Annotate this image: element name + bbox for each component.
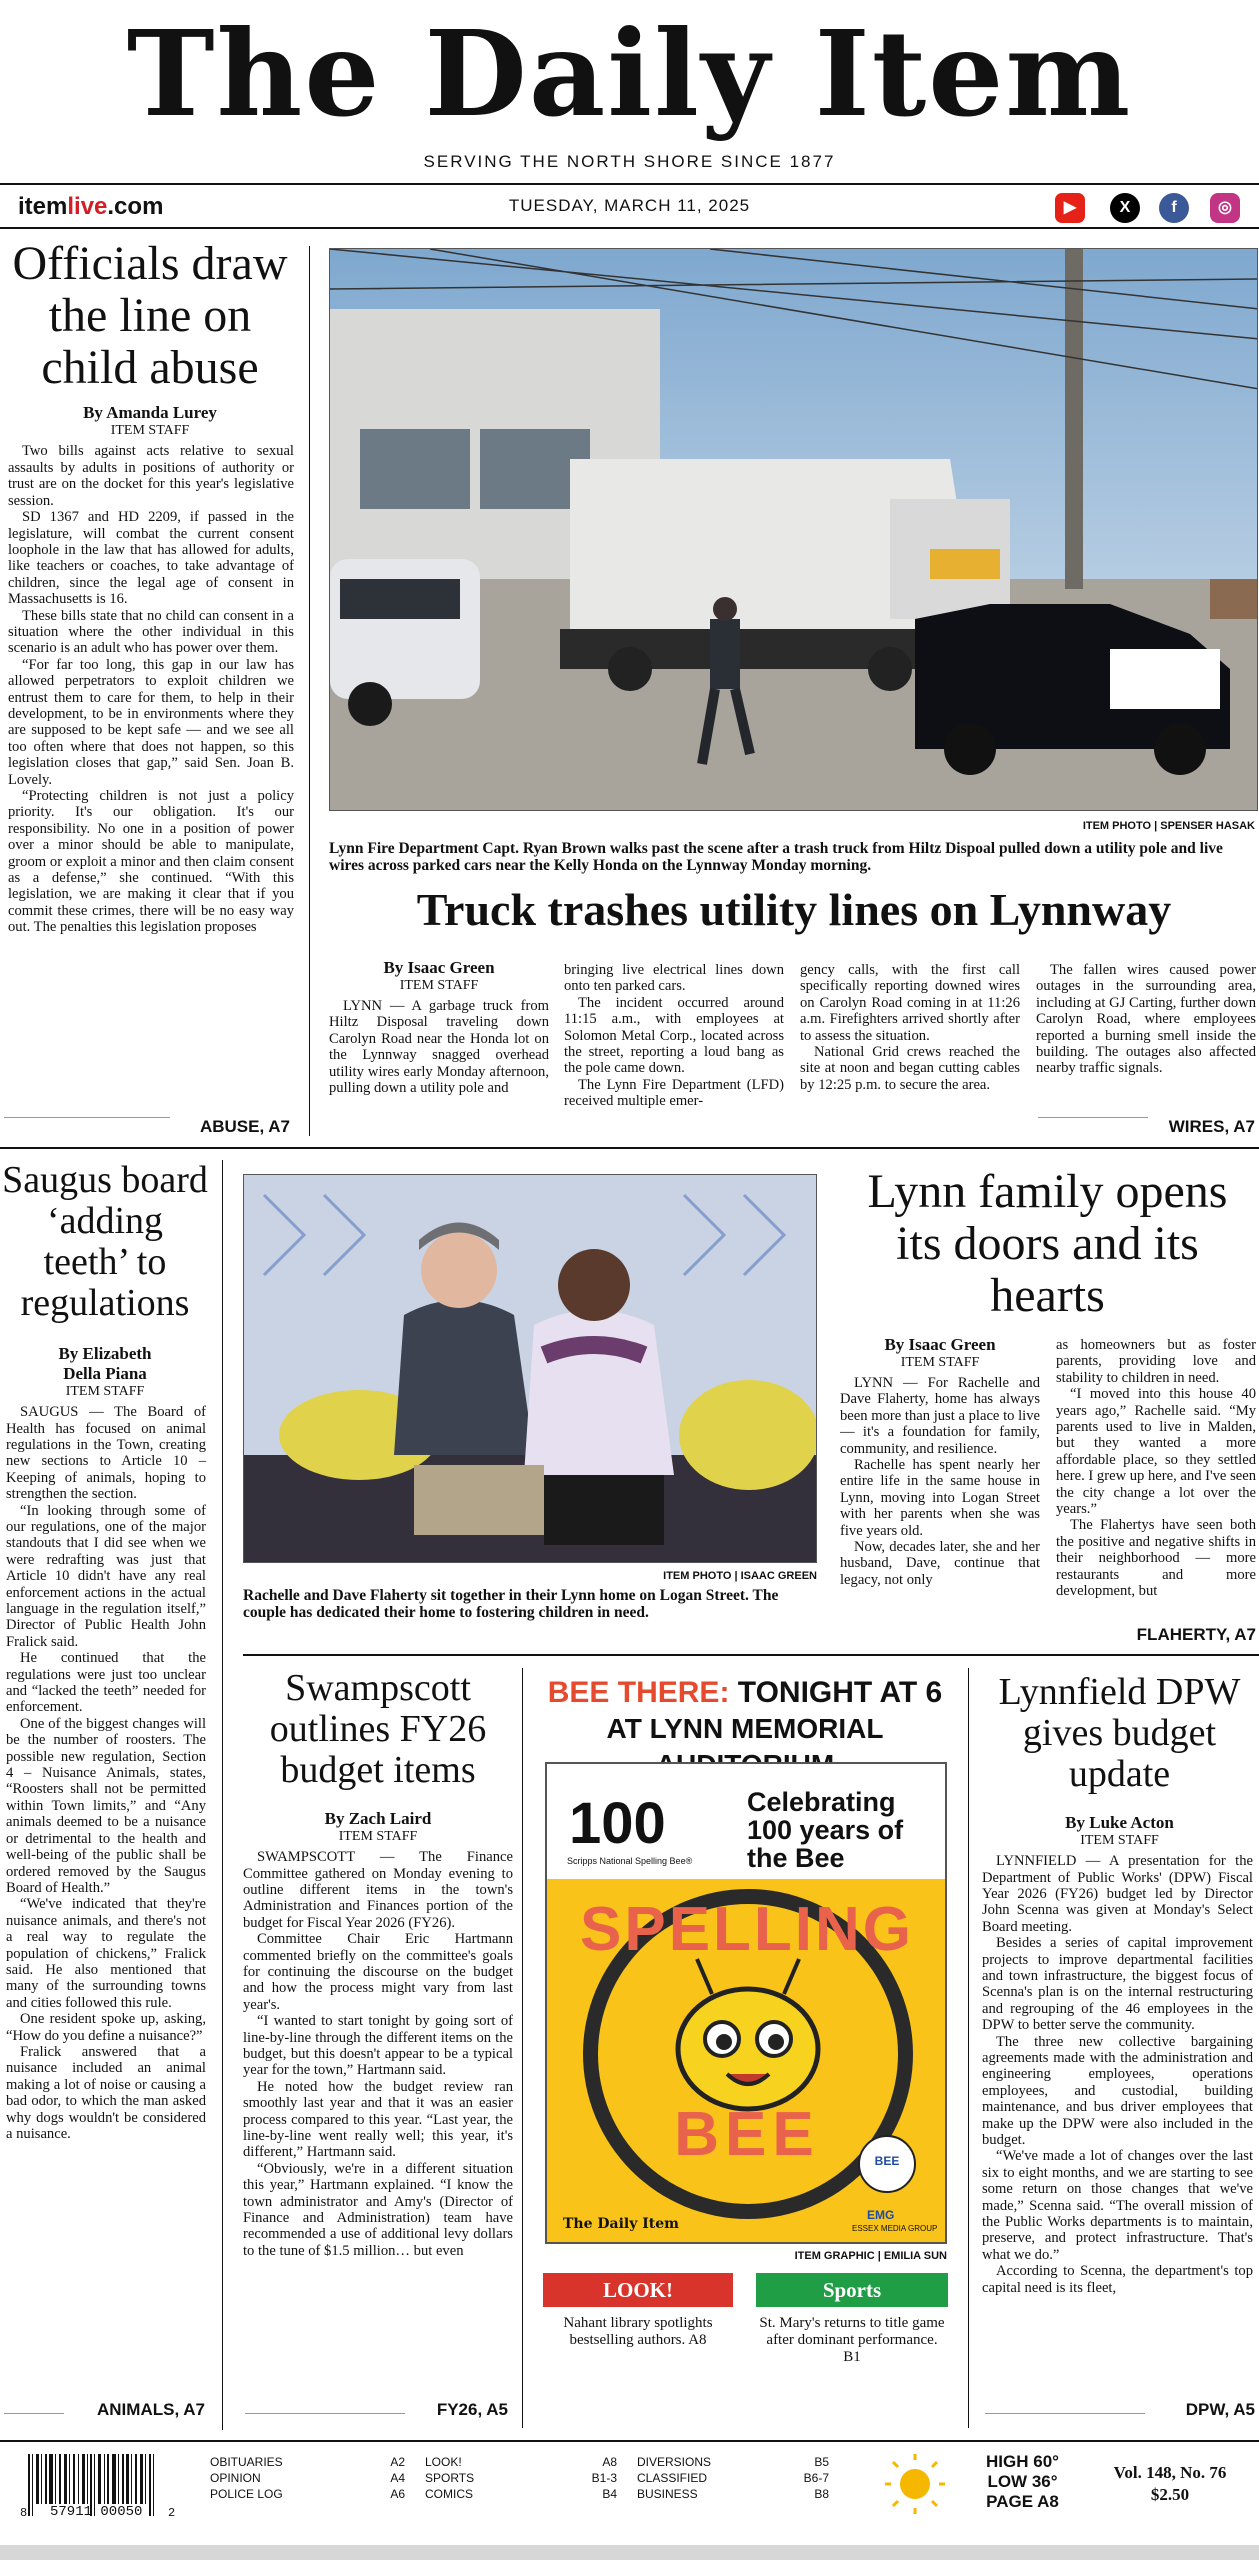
swampscott-staff: ITEM STAFF	[338, 1829, 418, 1845]
facebook-icon[interactable]: f	[1159, 193, 1189, 223]
section-rule-1	[0, 1147, 1259, 1149]
truck-body-1: LYNN — A garbage truck from Hiltz Disposal traveling down Carolyn Road near the Honda lot on the Lynnway snagged overhead utility wires early Monday afternoon, pulling down a utility pole and	[329, 998, 549, 1097]
abuse-staff: ITEM STAFF	[110, 423, 190, 439]
barcode-number: 57911 00050	[50, 2504, 143, 2520]
weather-box	[975, 2452, 1070, 2512]
truck-photo-credit: ITEM PHOTO | SPENSER HASAK	[1082, 820, 1255, 832]
family-body-1: LYNN — For Rachelle and Dave Flaherty, home has always been more than just a place to live — it's a foundation for family, community, and resilience. Rachelle has spent nearly her entire life in the same house in Lynn, moving into Logan Street with her parents when she was five years old. Now, decades later, she and her husband, Dave, continue that legacy, not only	[840, 1375, 1040, 1588]
truck-jump[interactable]: WIRES, A7	[1168, 1117, 1255, 1136]
instagram-icon[interactable]: ◎	[1210, 193, 1240, 223]
saugus-headline[interactable]: Saugus board ‘adding teeth’ to regulations	[2, 1159, 208, 1325]
section-rule-2	[243, 1654, 1259, 1656]
swampscott-headline[interactable]: Swampscott outlines FY26 budget items	[269, 1667, 487, 1792]
youtube-icon[interactable]: ▶	[1055, 193, 1085, 223]
lynnfield-body: LYNNFIELD — A presentation for the Department of Public Works' (DPW) Fiscal Year 2026 (FY26) budget led by Director John Scenna was given at Monday's Select Board meeting. Besides a series of capital improvement projects to improve departmental facilities and town infrastructure, the biggest focus of Scenna's plan is on the internal restructuring and regrouping of the 46 employees in the DPW to better serve the community. The three new collective bargaining agreements made with the administration and engineering employees, operations employees, and custodial, building maintenance, and bus driver employees that make up the DPW were also included in the budget. “We've made a lot of changes over the last six to eight months, and we are starting to see some return on those changes that we've made,” Scenna said. “The overall mission of the Public Works departments is to maintain, preserve, and protect infrastructure. That's what we do.” According to Scenna, the department's top capital need is its fleet,	[982, 1853, 1253, 2296]
family-byline: By Isaac Green	[884, 1335, 996, 1354]
lynnfield-staff: ITEM STAFF	[1080, 1833, 1159, 1849]
family-headline[interactable]: Lynn family opens its doors and its hearts	[867, 1165, 1228, 1322]
bee-scripps: Scripps National Spelling Bee®	[567, 1856, 693, 1866]
column-rule	[522, 1668, 523, 2428]
sports-text: St. Mary's returns to title game after dominant performance. B1	[759, 2315, 945, 2365]
family-body-2: as homeowners but as foster parents, providing love and stability to children in need. “I moved into this house 40 years ago,” Rachelle said. “My parents used to live in Malden, but they wanted a more affordable place, so they settled here. I grew up here, and I've seen the city change a lot over the years.” The Flahertys have seen both the positive and negative shifts in their neighborhood — more restaurants and more development, but	[1056, 1337, 1256, 1600]
index-item[interactable]: DIVERSIONS B5	[637, 2455, 829, 2469]
weather-high: HIGH 60°	[986, 2452, 1059, 2471]
price: $2.50	[1150, 2485, 1190, 2504]
itemlive-logo[interactable]: itemlive.com	[18, 193, 164, 220]
index-item[interactable]: OBITUARIES A2	[210, 2455, 405, 2469]
abuse-jump[interactable]: ABUSE, A7	[199, 1117, 290, 1136]
saugus-staff: ITEM STAFF	[65, 1384, 145, 1400]
bee-emg-logo: EMG	[867, 2208, 895, 2222]
truck-body-3: gency calls, with the first call specifically reporting downed wires on Carolyn Road coming in at 11:26 a.m. Firefighters arrived shortly after to assess the situation. National Grid crews reached the site at noon and began cutting cables by 12:25 p.m. to secure the area.	[800, 962, 1020, 1093]
sports-label: Sports	[756, 2273, 948, 2307]
sports-teaser[interactable]	[756, 2273, 948, 2423]
x-icon[interactable]: X	[1110, 193, 1140, 223]
swampscott-jump[interactable]: FY26, A5	[436, 2400, 508, 2419]
truck-scene-image	[330, 249, 1258, 811]
bee-bee-word: BEE	[674, 2100, 820, 2169]
bee-celebrating: Celebrating 100 years of the Bee	[747, 1787, 904, 1873]
family-photo-credit: ITEM PHOTO | ISAAC GREEN	[663, 1570, 817, 1582]
bee-daily-item-logo: The Daily Item	[563, 2216, 679, 2232]
index-item[interactable]: SPORTS B1-3	[425, 2471, 617, 2485]
newspaper-title: The Daily Item	[126, 4, 1133, 143]
abuse-byline: By Amanda Lurey	[83, 403, 217, 423]
bee-emg-sub: ESSEX MEDIA GROUP	[852, 2224, 938, 2233]
bee-spelling-word: SPELLING	[579, 1895, 915, 1964]
index-item[interactable]: COMICS B4	[425, 2487, 617, 2501]
index-column-1	[210, 2454, 405, 2502]
lynnfield-byline: By Luke Acton	[1065, 1813, 1174, 1833]
abuse-headline[interactable]: Officials draw the line on child abuse	[12, 237, 288, 394]
look-label: LOOK!	[543, 2273, 733, 2307]
lynnfield-jump[interactable]: DPW, A5	[1185, 2400, 1255, 2419]
swampscott-story	[243, 1668, 513, 2419]
column-rule	[968, 1668, 969, 2428]
truck-photo	[329, 248, 1258, 811]
index-column-2	[425, 2454, 617, 2502]
truck-body-4: The fallen wires caused power outages in the surrounding area, including at GJ Carting, further down Carolyn Road, where employees reported a burning smell inside the building. The outages also affected nearby traffic signals.	[1036, 962, 1256, 1077]
weather-page: PAGE A8	[986, 2492, 1059, 2511]
truck-col-1	[329, 958, 549, 1128]
family-jump[interactable]: FLAHERTY, A7	[1136, 1625, 1256, 1644]
tagline: SERVING THE NORTH SHORE SINCE 1877	[423, 152, 836, 171]
barcode-digit-right: 2	[168, 2506, 176, 2520]
bee-badge: BEE	[874, 2154, 900, 2168]
index-column-3	[637, 2454, 829, 2502]
sun-icon	[880, 2452, 950, 2522]
bee-promo-c: AT LYNN MEMORIAL	[606, 1713, 884, 1744]
look-text: Nahant library spotlights bestselling authors. A8	[563, 2315, 713, 2348]
column-rule	[222, 1160, 223, 2430]
family-photo	[243, 1174, 817, 1563]
index-item[interactable]: LOOK! A8	[425, 2455, 617, 2469]
column-rule	[309, 246, 310, 1136]
lynnfield-headline[interactable]: Lynnfield DPW gives budget update	[998, 1671, 1241, 1796]
page-edge	[0, 2545, 1259, 2560]
family-image	[244, 1175, 817, 1563]
date-bar	[0, 183, 1259, 229]
saugus-jump[interactable]: ANIMALS, A7	[97, 2400, 205, 2419]
issue-info	[1095, 2462, 1245, 2506]
bee-promo-b: TONIGHT AT 6	[737, 1676, 943, 1709]
truck-body-2: bringing live electrical lines down onto ten parked cars. The incident occurred around 11:15 a.m., with employees at Solomon Metal Corp., located across the street, reporting a loud bang as the pole came down. The Lynn Fire Department (LFD) received multiple emer-	[564, 962, 784, 1110]
truck-staff: ITEM STAFF	[399, 978, 479, 993]
index-bar	[0, 2440, 1259, 2540]
bee-promo-a: BEE THERE:	[547, 1676, 730, 1709]
lynnfield-story	[982, 1672, 1257, 2398]
index-item[interactable]: CLASSIFIED B6-7	[637, 2471, 829, 2485]
truck-byline: By Isaac Green	[383, 958, 495, 977]
saugus-byline: By Elizabeth Della Piana	[58, 1344, 152, 1384]
index-item[interactable]: POLICE LOG A6	[210, 2487, 405, 2501]
truck-caption: Lynn Fire Department Capt. Ryan Brown walks past the scene after a trash truck from Hiltz Dispoal pulled down a utility pole and live wires across parked cars near the Kelly Honda on the Lynnway Monday morning.	[329, 840, 1223, 874]
family-staff: ITEM STAFF	[900, 1355, 980, 1370]
look-teaser[interactable]	[543, 2273, 733, 2423]
issue-date: TUESDAY, MARCH 11, 2025	[508, 196, 751, 215]
weather-low: LOW 36°	[987, 2472, 1058, 2491]
spelling-bee-graphic	[545, 1762, 947, 2244]
index-item[interactable]: BUSINESS B8	[637, 2487, 829, 2501]
swampscott-body: SWAMPSCOTT — The Finance Committee gathered on Monday evening to outline different items in the town's Administration and Finances portion of the budget for Fiscal Year 2026 (FY26). Committee Chair Eric Hartmann commented briefly on the committee's goals for continuing the discourse on the budget and how the process might vary from last year's. “I wanted to start tonight by going sort of line-by-line through the different items on the budget, but this doesn't appear to be a typical year for the town,” Hartmann said. He noted how the budget review ran smoothly last year and that it was an easier process compared to this year. “Last year, the line-by-line went really well; this year, it's different,” Hartmann said. “Obviously, we're in a different situation this year,” Hartmann explained. “I know the town administrator and Amy's (Director of Finance and Administration) team have recommended a use of additional levy dollars to the tune of $1.5 million… but even	[243, 1849, 513, 2259]
bee-credit: ITEM GRAPHIC | EMILIA SUN	[794, 2250, 947, 2262]
saugus-story	[0, 1160, 210, 2224]
family-caption: Rachelle and Dave Flaherty sit together in their Lynn home on Logan Street. The couple has dedicated their home to fostering children in need.	[243, 1587, 779, 1621]
abuse-story	[0, 238, 300, 1033]
barcode-digit-left: 8	[20, 2506, 28, 2520]
index-item[interactable]: OPINION A4	[210, 2471, 405, 2485]
volume-number: Vol. 148, No. 76	[1113, 2463, 1227, 2482]
truck-headline[interactable]: Truck trashes utility lines on Lynnway	[416, 884, 1172, 935]
family-col-1	[840, 1335, 1040, 1690]
saugus-body: SAUGUS — The Board of Health has focused on animal regulations in the Town, creating new sections to Article 10 – Keeping of animals, hoping to strengthen the section. “In looking through some of our regulations, one of the major standouts that I did see when we were redrafting was just that Article 10 didn't have any real enforcement actions in the actual language in the regulation itself,” Director of Public Health John Fralick said. He continued that the regulations were just too unclear and “lacked the teeth” needed for enforcement. One of the biggest changes will be the number of roosters. The possible new regulation, Section 4 – Nuisance Animals, states, “Roosters shall not be permitted within Town limits,” and “Any animals deemed to be a nuisance or detrimental to the health and well-being of the public shall be ordered removed by the Saugus Board of Health.” “We've indicated that they're nuisance animals, and there's not a real way to regulate the population of chickens,” Fralick said. He also mentioned that many of the surrounding towns and cities followed this rule. One resident spoke up, asking, “How do you define a nuisance?” Fralick answered that a nuisance included an animal making a lot of noise or causing a bad odor, to which the man asked why dogs wouldn't be considered a nuisance.	[6, 1404, 206, 2142]
abuse-body: Two bills against acts relative to sexual assaults by adults in positions of authority or trust are on the docket for this year's legislative session. SD 1367 and HD 2209, if passed in the legislature, will combat the current consent loophole in the law that has allowed for adults, like teachers or coaches, to take advantage of children, since the legal age of consent in Massachusetts is 16. These bills state that no child can consent in a situation where the other individual in this scenario is an adult who has power over them. “For far too long, this gap in our law has allowed perpetrators to exploit children we entrust them to care for them, to help in their development, to be in environments where they are supposed to be kept safe — and we see all too often where that does not happen, so this legislation closes that gap,” said Sen. Joan B. Lovely. “Protecting children is not just a policy priority. It's our obligation. It's our responsibility. No one in a position of power over a minor should be able to manipulate, groom or exploit a minor and then claim consent as a defense,” she continued. “With this legislation, we are making it clear that if you commit these crimes, there will be no easy way out. The penalties this legislation proposes	[8, 443, 294, 936]
masthead	[0, 0, 1259, 182]
bee-100: 100	[569, 1791, 666, 1856]
swampscott-byline: By Zach Laird	[324, 1809, 432, 1829]
